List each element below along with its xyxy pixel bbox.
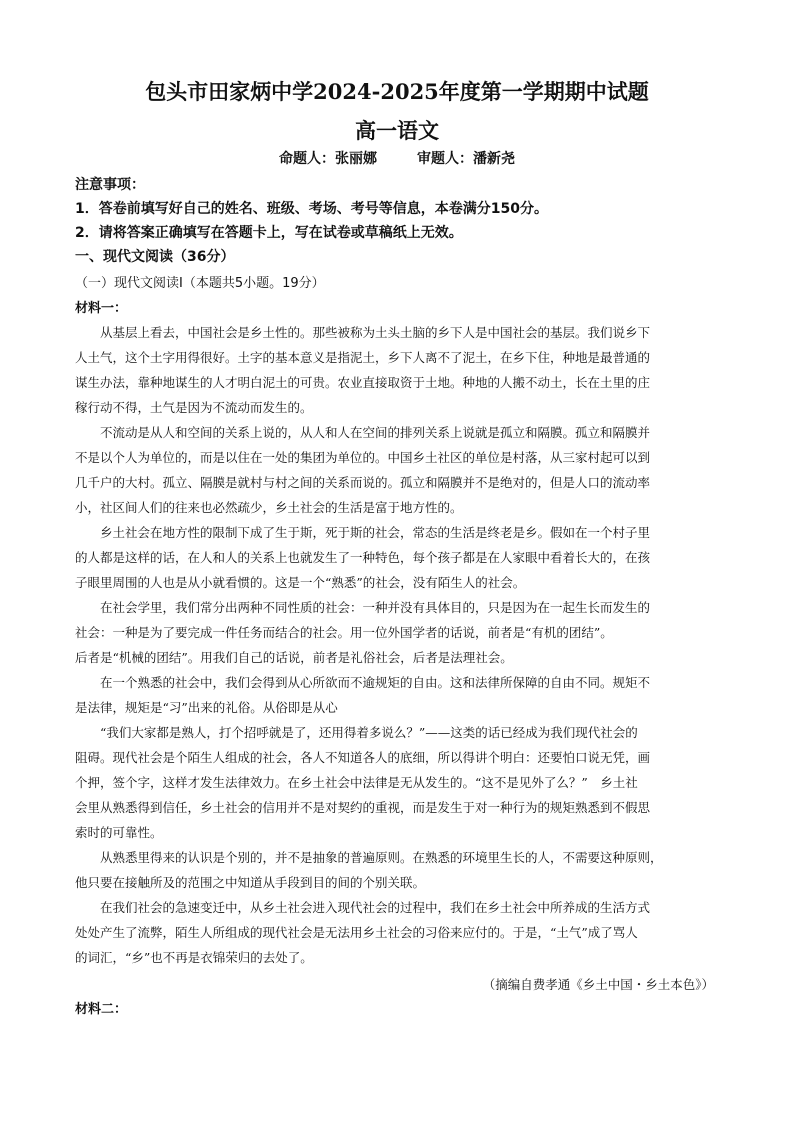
paragraph-line: 从基层上看去，中国社会是乡土性的。那些被称为土头土脑的乡下人是中国社会的基层。我们说乡下 xyxy=(100,325,651,340)
material-1-label: 材料一： xyxy=(75,301,128,316)
paragraph-line: 不流动是从人和空间的关系上说的，从人和人在空间的排列关系上说就是孤立和隔膜。孤立和隔膜并 xyxy=(100,425,651,440)
paragraph-line: 不是以个人为单位的，而是以住在一处的集团为单位的。中国乡土社区的单位是村落，从三家村起可以到 xyxy=(75,450,651,465)
paragraph-line: 社会：一种是为了要完成一件任务而结合的社会。用一位外国学者的话说，前者是“有机的团结”。 xyxy=(75,625,613,640)
source-citation: （摘编自费孝通《乡土中国・乡土本色》） xyxy=(482,977,714,992)
paragraph-line: 在社会学里，我们常分出两种不同性质的社会：一种并没有具体目的，只是因为在一起生长而发生的 xyxy=(100,600,651,615)
paragraph-line: 子眼里周围的人也是从小就看惯的。这是一个“熟悉”的社会，没有陌生人的社会。 xyxy=(75,575,526,590)
paragraph-line: 他只要在接触所及的范围之中知道从手段到目的间的个别关联。 xyxy=(75,875,426,890)
paragraph-line: 谋生办法，靠种地谋生的人才明白泥土的可贵。农业直接取资于土地。种地的人搬不动土，长在土里的庄 xyxy=(75,375,651,390)
paragraph-line: 会里从熟悉得到信任，乡土社会的信用并不是对契约的重视，而是发生于对一种行为的规矩熟悉到不假思 xyxy=(75,800,651,815)
paragraph-line: 处处产生了流弊，陌生人所组成的现代社会是无法用乡土社会的习俗来应付的。于是，“土气”成了骂人 xyxy=(75,925,638,940)
setter: 命题人：张丽娜 xyxy=(279,151,377,167)
subject-title: 高一语文 xyxy=(355,118,439,143)
paragraph-line: 个押，签个字，这样才发生法律效力。在乡土社会中法律是无从发生的。“这不是见外了么？” 乡土社 xyxy=(75,775,638,790)
paragraph-line: 后者是“机械的团结”。用我们自己的话说，前者是礼俗社会，后者是法理社会。 xyxy=(75,650,513,665)
paragraph-line: 几千户的大村。孤立、隔膜是就村与村之间的关系而说的。孤立和隔膜并不是绝对的，但是人口的流动率 xyxy=(75,475,651,490)
paragraph-line: 是法律，规矩是“习”出来的礼俗。从俗即是从心 xyxy=(75,700,338,715)
paragraph-line: 阻碍。现代社会是个陌生人组成的社会，各人不知道各人的底细，所以得讲个明白：还要怕口说无凭，画 xyxy=(75,750,651,765)
paragraph-line: “我们大家都是熟人，打个招呼就是了，还用得着多说么？”——这类的话已经成为我们现代社会的 xyxy=(100,725,638,740)
subsection-heading: （一）现代文阅读Ⅰ（本题共5小题。19分） xyxy=(75,276,325,291)
paragraph-line: 在一个熟悉的社会中，我们会得到从心所欲而不逾规矩的自由。这和法律所保障的自由不同。规矩不 xyxy=(100,675,651,690)
notice-heading: 注意事项： xyxy=(75,177,145,193)
paragraph-line: 小，社区间人们的往来也必然疏少，乡土社会的生活是富于地方性的。 xyxy=(75,500,463,515)
reviewer: 审题人：潘新尧 xyxy=(417,151,515,167)
paragraph-line: 人土气，这个土字用得很好。土字的基本意义是指泥土，乡下人离不了泥土，在乡下住，种地是最普通的 xyxy=(75,350,651,365)
notice-item-1: 1．答卷前填写好自己的姓名、班级、考场、考号等信息，本卷满分150分。 xyxy=(75,201,548,217)
paragraph-line: 从熟悉里得来的认识是个别的，并不是抽象的普遍原则。在熟悉的环境里生长的人，不需要这种原则， xyxy=(100,850,663,865)
notice-item-2: 2．请将答案正确填写在答题卡上，写在试卷或草稿纸上无效。 xyxy=(75,225,463,241)
paragraph-line: 的人都是这样的话，在人和人的关系上也就发生了一种特色，每个孩子都是在人家眼中看着长大的，在孩 xyxy=(75,550,651,565)
paragraph-line: 稼行动不得，土气是因为不流动而发生的。 xyxy=(75,400,313,415)
paragraph-line: 在我们社会的急速变迁中，从乡土社会进入现代社会的过程中，我们在乡土社会中所养成的生活方式 xyxy=(100,900,651,915)
paragraph-line: 的词汇，“乡”也不再是衣锦荣归的去处了。 xyxy=(75,950,313,965)
authors-line xyxy=(0,148,794,168)
paragraph-line: 索时的可靠性。 xyxy=(75,825,163,840)
exam-title: 包头市田家炳中学2024-2025年度第一学期期中试题 xyxy=(145,79,649,104)
section-heading: 一、现代文阅读（36分） xyxy=(75,249,235,265)
material-2-label: 材料二： xyxy=(75,1002,128,1017)
paragraph-line: 乡土社会在地方性的限制下成了生于斯，死于斯的社会，常态的生活是终老是乡。假如在一个村子里 xyxy=(100,525,651,540)
